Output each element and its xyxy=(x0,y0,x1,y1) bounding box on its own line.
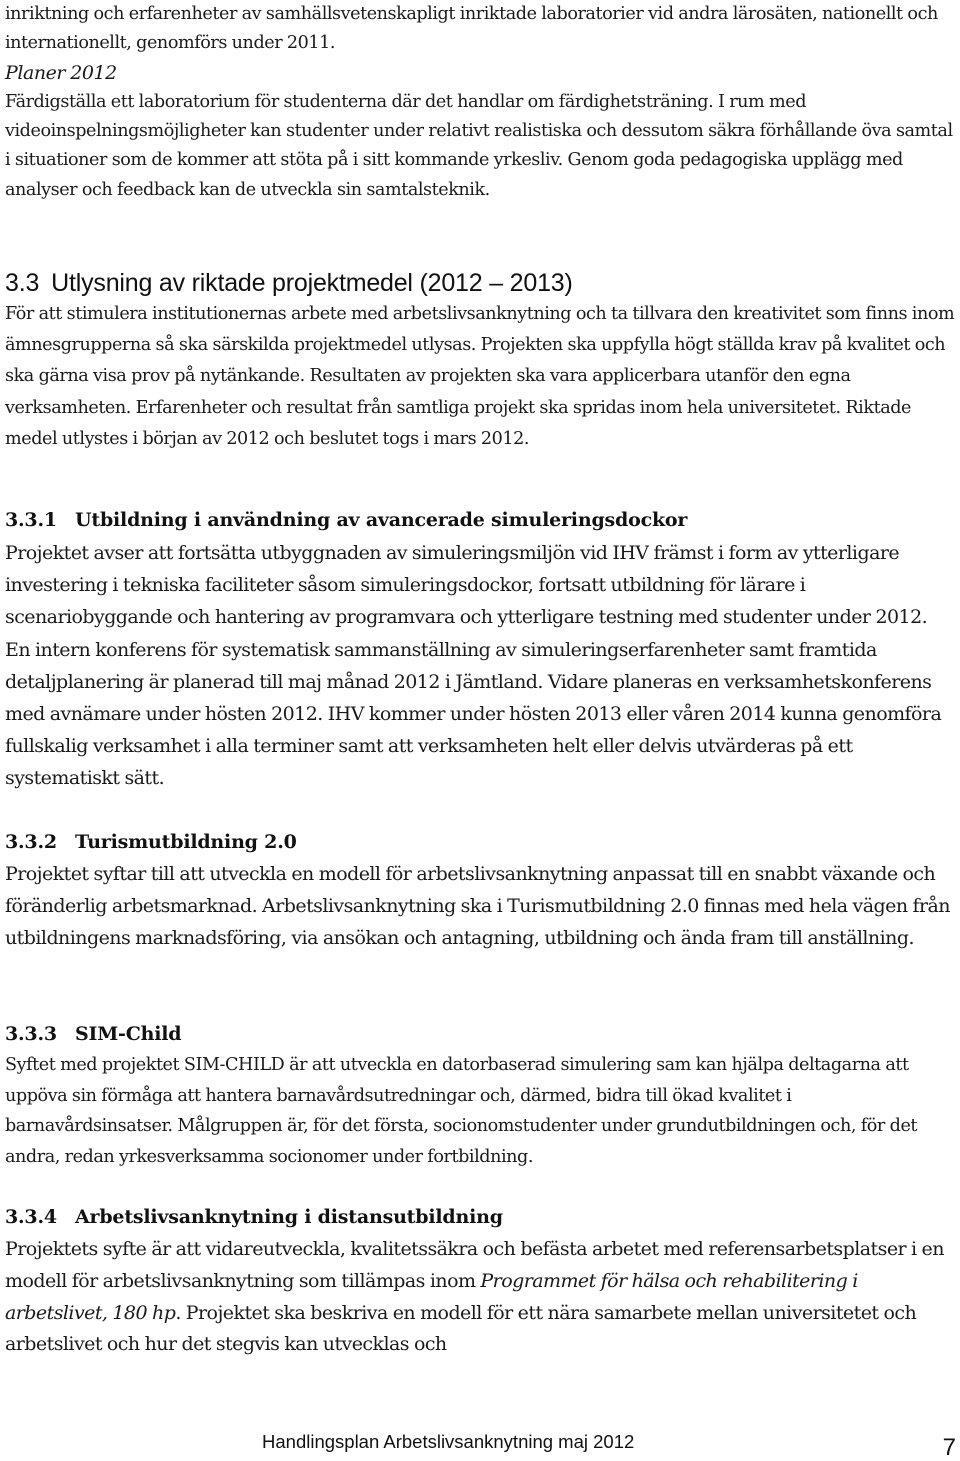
section-3-3-2-number: 3.3.2 xyxy=(5,831,57,853)
footer-title: Handlingsplan Arbetslivsanknytning maj 2012 xyxy=(262,1431,635,1452)
section-3-3-1-number: 3.3.1 xyxy=(5,509,57,531)
section-3-3-2-title: Turismutbildning 2.0 xyxy=(75,831,297,853)
section-3-3-heading xyxy=(5,266,573,300)
section-3-3-3-number: 3.3.3 xyxy=(5,1023,57,1045)
section-3-3-4-text-start: Projektets syfte är att vidareutveckla, kvalitetssäkra och befästa arbetet med referensarbetsplatser i en modell för arbetslivsanknytning som tillämpas inom xyxy=(5,1238,944,1292)
intro-paragraph: inriktning och erfarenheter av samhällsvetenskapligt inriktade laboratorier vid andra lärosäten, nationellt och internationellt, genomförs under 2011. xyxy=(5,4,938,54)
planning-section xyxy=(5,0,957,205)
planer-heading: Planer 2012 xyxy=(5,61,117,84)
section-3-3-4-number: 3.3.4 xyxy=(5,1206,57,1228)
page-number: 7 xyxy=(942,1434,956,1461)
section-3-3-number: 3.3 xyxy=(5,269,40,297)
section-3-3-4-title: Arbetslivsanknytning i distansutbildning xyxy=(75,1206,503,1228)
section-3-3-4-heading xyxy=(5,1202,503,1232)
page-footer xyxy=(0,1429,960,1459)
section-3-3-1-title: Utbildning i användning av avancerade simuleringsdockor xyxy=(75,509,688,531)
section-3-3-1-heading xyxy=(5,505,687,535)
section-3-3-3-title: SIM-Child xyxy=(75,1023,182,1045)
section-3-3-3-paragraph: Syftet med projektet SIM-CHILD är att utveckla en datorbaserad simulering sam kan hjälpa deltagarna att uppöva sin förmåga att hantera barnavårdsutredningar och, därmed, bidra till ökad kvalitet i barnavårdsinsatser. Målgruppen är, för det första, socionomstudenter under grundutbildningen och, för det andra, redan yrkesverksamma socionomer under fortbildning. xyxy=(5,1055,918,1167)
section-3-3-3-heading xyxy=(5,1019,181,1049)
section-3-3-2-heading xyxy=(5,827,297,857)
section-3-3-paragraph: För att stimulera institutionernas arbete med arbetslivsanknytning och ta tillvara den kreativitet som finns inom ämnesgrupperna så ska särskilda projektmedel utlysas. Projekten ska uppfylla högt ställda krav på kvalitet och ska gärna visa prov på nytänkande. Resultaten av projekten ska vara applicerbara utanför den egna verksamheten. Erfarenheter och resultat från samtliga projekt ska spridas inom hela universitetet. Riktade medel utlystes i början av 2012 och beslutet togs i mars 2012. xyxy=(5,304,955,449)
section-3-3-title: Utlysning av riktade projektmedel (2012 – 2013) xyxy=(51,269,573,297)
section-3-3-4-text-end: . Projektet ska beskriva en modell för ett nära samarbete mellan universitetet och arbetslivet och hur det stegvis kan utvecklas och xyxy=(5,1301,917,1356)
section-3-3-1-paragraph: Projektet avser att fortsätta utbyggnaden av simuleringsmiljön vid IHV främst i form av ytterligare investering i tekniska faciliteter såsom simuleringsdockor, fortsatt utbildning för lärare i scenariobyggande och hantering av programvara och ytterligare testning med studenter under 2012. En intern konferens för systematisk sammanställning av simuleringserfarenheter samt framtida detaljplanering är planerad till maj månad 2012 i Jämtland. Vidare planeras en verksamhetskonferens med avnämare under hösten 2012. IHV kommer under hösten 2013 eller våren 2014 kunna genomföra fullskalig verksamhet i alla terminer samt att verksamheten helt eller delvis utvärderas på ett systematiskt sätt. xyxy=(5,542,942,790)
planer-paragraph: Färdigställa ett laboratorium för studenterna där det handlar om färdighetsträning. I rum med videoinspelningsmöjligheter kan studenter under relativt realistiska och dessutom säkra förhållande öva samtal i situationer som de kommer att stöta på i sitt kommande yrkesliv. Genom goda pedagogiska upplägg med analyser och feedback kan de utveckla sin samtalsteknik. xyxy=(5,91,953,200)
section-3-3-4-paragraph xyxy=(5,1234,957,1361)
section-3-3-2-paragraph: Projektet syftar till att utveckla en modell för arbetslivsanknytning anpassat till en snabbt växande och föränderlig arbetsmarknad. Arbetslivsanknytning ska i Turismutbildning 2.0 finnas med hela vägen från utbildningens marknadsföring, via ansökan och antagning, utbildning och ända fram till anställning. xyxy=(5,863,950,950)
program-name: Programmet för hälsa och rehabilitering i arbetslivet, 180 hp xyxy=(5,1269,858,1324)
